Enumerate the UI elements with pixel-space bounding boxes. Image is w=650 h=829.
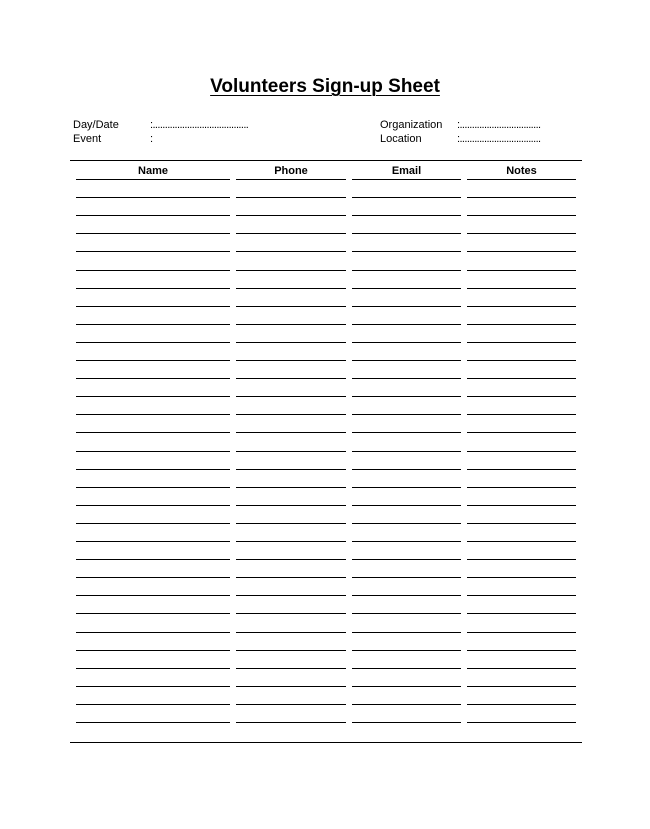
row-8-name-line[interactable] xyxy=(76,324,230,325)
row-5-phone-line[interactable] xyxy=(236,270,346,271)
row-26-phone-line[interactable] xyxy=(236,650,346,651)
row-30-notes-line[interactable] xyxy=(467,722,576,723)
row-20-name-line[interactable] xyxy=(76,541,230,542)
row-16-email-line[interactable] xyxy=(352,469,461,470)
column-header-underline xyxy=(352,179,461,180)
row-1-notes-line[interactable] xyxy=(467,197,576,198)
row-1-email-line[interactable] xyxy=(352,197,461,198)
row-15-name-line[interactable] xyxy=(76,451,230,452)
row-10-email-line[interactable] xyxy=(352,360,461,361)
row-2-phone-line[interactable] xyxy=(236,215,346,216)
row-21-phone-line[interactable] xyxy=(236,559,346,560)
row-16-phone-line[interactable] xyxy=(236,469,346,470)
row-15-notes-line[interactable] xyxy=(467,451,576,452)
row-24-notes-line[interactable] xyxy=(467,613,576,614)
row-10-notes-line[interactable] xyxy=(467,360,576,361)
row-12-notes-line[interactable] xyxy=(467,396,576,397)
column-header-underline xyxy=(76,179,230,180)
row-28-email-line[interactable] xyxy=(352,686,461,687)
row-3-email-line[interactable] xyxy=(352,233,461,234)
event-field[interactable]: : xyxy=(150,133,153,145)
column-header-email: Email xyxy=(391,165,422,177)
row-3-notes-line[interactable] xyxy=(467,233,576,234)
row-4-name-line[interactable] xyxy=(76,251,230,252)
row-22-name-line[interactable] xyxy=(76,577,230,578)
row-22-notes-line[interactable] xyxy=(467,577,576,578)
row-14-name-line[interactable] xyxy=(76,432,230,433)
row-8-phone-line[interactable] xyxy=(236,324,346,325)
row-27-phone-line[interactable] xyxy=(236,668,346,669)
row-22-phone-line[interactable] xyxy=(236,577,346,578)
row-7-notes-line[interactable] xyxy=(467,306,576,307)
row-7-email-line[interactable] xyxy=(352,306,461,307)
row-4-email-line[interactable] xyxy=(352,251,461,252)
row-3-phone-line[interactable] xyxy=(236,233,346,234)
row-18-email-line[interactable] xyxy=(352,505,461,506)
row-28-notes-line[interactable] xyxy=(467,686,576,687)
row-30-name-line[interactable] xyxy=(76,722,230,723)
row-22-email-line[interactable] xyxy=(352,577,461,578)
row-21-notes-line[interactable] xyxy=(467,559,576,560)
row-2-notes-line[interactable] xyxy=(467,215,576,216)
row-26-email-line[interactable] xyxy=(352,650,461,651)
row-2-name-line[interactable] xyxy=(76,215,230,216)
row-17-name-line[interactable] xyxy=(76,487,230,488)
row-13-phone-line[interactable] xyxy=(236,414,346,415)
row-29-notes-line[interactable] xyxy=(467,704,576,705)
location-field[interactable]: :................................. xyxy=(457,133,541,145)
row-5-email-line[interactable] xyxy=(352,270,461,271)
row-13-email-line[interactable] xyxy=(352,414,461,415)
row-13-name-line[interactable] xyxy=(76,414,230,415)
row-17-notes-line[interactable] xyxy=(467,487,576,488)
row-25-name-line[interactable] xyxy=(76,632,230,633)
day-date-field[interactable]: :....................................... xyxy=(150,119,249,131)
row-28-phone-line[interactable] xyxy=(236,686,346,687)
row-25-notes-line[interactable] xyxy=(467,632,576,633)
row-17-phone-line[interactable] xyxy=(236,487,346,488)
row-3-name-line[interactable] xyxy=(76,233,230,234)
row-15-phone-line[interactable] xyxy=(236,451,346,452)
row-18-phone-line[interactable] xyxy=(236,505,346,506)
table-bottom-rule xyxy=(70,742,582,743)
row-10-phone-line[interactable] xyxy=(236,360,346,361)
row-18-name-line[interactable] xyxy=(76,505,230,506)
row-15-email-line[interactable] xyxy=(352,451,461,452)
row-1-phone-line[interactable] xyxy=(236,197,346,198)
row-17-email-line[interactable] xyxy=(352,487,461,488)
row-2-email-line[interactable] xyxy=(352,215,461,216)
row-27-name-line[interactable] xyxy=(76,668,230,669)
row-29-email-line[interactable] xyxy=(352,704,461,705)
row-24-phone-line[interactable] xyxy=(236,613,346,614)
row-20-phone-line[interactable] xyxy=(236,541,346,542)
row-24-email-line[interactable] xyxy=(352,613,461,614)
row-18-notes-line[interactable] xyxy=(467,505,576,506)
row-14-phone-line[interactable] xyxy=(236,432,346,433)
location-label: Location xyxy=(380,133,422,145)
row-9-email-line[interactable] xyxy=(352,342,461,343)
row-14-notes-line[interactable] xyxy=(467,432,576,433)
row-9-phone-line[interactable] xyxy=(236,342,346,343)
row-19-notes-line[interactable] xyxy=(467,523,576,524)
row-26-name-line[interactable] xyxy=(76,650,230,651)
row-16-name-line[interactable] xyxy=(76,469,230,470)
row-11-name-line[interactable] xyxy=(76,378,230,379)
row-23-email-line[interactable] xyxy=(352,595,461,596)
row-8-notes-line[interactable] xyxy=(467,324,576,325)
row-9-notes-line[interactable] xyxy=(467,342,576,343)
row-29-phone-line[interactable] xyxy=(236,704,346,705)
column-header-name: Name xyxy=(138,165,168,177)
row-14-email-line[interactable] xyxy=(352,432,461,433)
day-date-label: Day/Date xyxy=(73,119,119,131)
row-5-name-line[interactable] xyxy=(76,270,230,271)
row-26-notes-line[interactable] xyxy=(467,650,576,651)
row-24-name-line[interactable] xyxy=(76,613,230,614)
row-12-email-line[interactable] xyxy=(352,396,461,397)
row-25-email-line[interactable] xyxy=(352,632,461,633)
row-21-email-line[interactable] xyxy=(352,559,461,560)
row-6-phone-line[interactable] xyxy=(236,288,346,289)
row-1-name-line[interactable] xyxy=(76,197,230,198)
event-label: Event xyxy=(73,133,102,145)
row-6-notes-line[interactable] xyxy=(467,288,576,289)
row-27-email-line[interactable] xyxy=(352,668,461,669)
row-12-name-line[interactable] xyxy=(76,396,230,397)
row-7-name-line[interactable] xyxy=(76,306,230,307)
row-7-phone-line[interactable] xyxy=(236,306,346,307)
row-6-email-line[interactable] xyxy=(352,288,461,289)
row-19-phone-line[interactable] xyxy=(236,523,346,524)
row-23-notes-line[interactable] xyxy=(467,595,576,596)
row-30-email-line[interactable] xyxy=(352,722,461,723)
row-28-name-line[interactable] xyxy=(76,686,230,687)
row-20-email-line[interactable] xyxy=(352,541,461,542)
row-4-phone-line[interactable] xyxy=(236,251,346,252)
row-23-phone-line[interactable] xyxy=(236,595,346,596)
row-4-notes-line[interactable] xyxy=(467,251,576,252)
row-9-name-line[interactable] xyxy=(76,342,230,343)
column-header-underline xyxy=(236,179,346,180)
row-21-name-line[interactable] xyxy=(76,559,230,560)
row-19-name-line[interactable] xyxy=(76,523,230,524)
organization-label: Organization xyxy=(380,119,443,131)
page-title-text: Volunteers Sign-up Sheet xyxy=(210,76,440,97)
row-23-name-line[interactable] xyxy=(76,595,230,596)
column-header-underline xyxy=(467,179,576,180)
organization-field[interactable]: :................................. xyxy=(457,119,541,131)
row-19-email-line[interactable] xyxy=(352,523,461,524)
column-header-notes: Notes xyxy=(506,165,537,177)
row-11-email-line[interactable] xyxy=(352,378,461,379)
row-13-notes-line[interactable] xyxy=(467,414,576,415)
row-29-name-line[interactable] xyxy=(76,704,230,705)
row-6-name-line[interactable] xyxy=(76,288,230,289)
row-27-notes-line[interactable] xyxy=(467,668,576,669)
row-30-phone-line[interactable] xyxy=(236,722,346,723)
row-5-notes-line[interactable] xyxy=(467,270,576,271)
row-25-phone-line[interactable] xyxy=(236,632,346,633)
column-header-phone: Phone xyxy=(274,165,308,177)
row-10-name-line[interactable] xyxy=(76,360,230,361)
row-12-phone-line[interactable] xyxy=(236,396,346,397)
row-20-notes-line[interactable] xyxy=(467,541,576,542)
row-11-phone-line[interactable] xyxy=(236,378,346,379)
row-8-email-line[interactable] xyxy=(352,324,461,325)
row-16-notes-line[interactable] xyxy=(467,469,576,470)
row-11-notes-line[interactable] xyxy=(467,378,576,379)
